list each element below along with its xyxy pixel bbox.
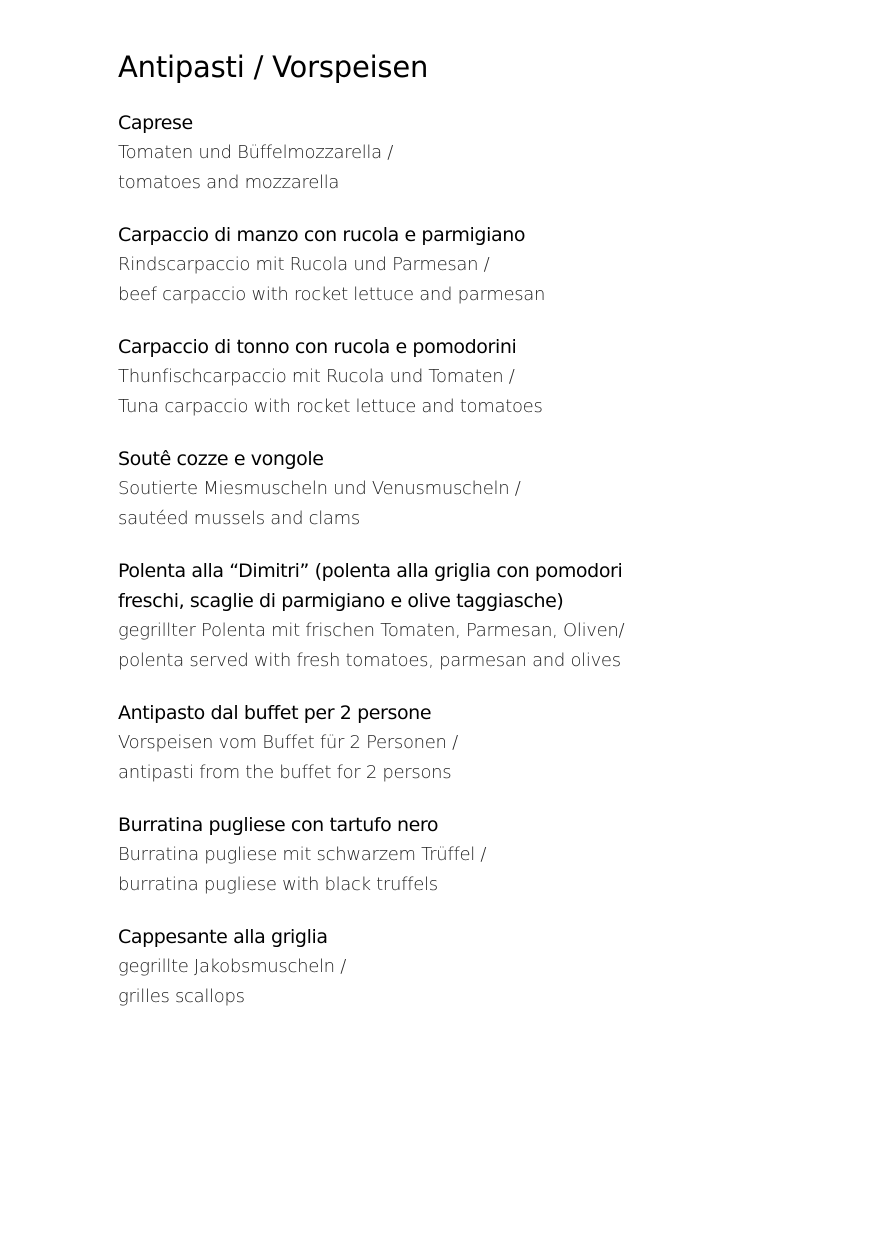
menu-item-desc-de: Burratina pugliese mit schwarzem Trüffel / <box>118 844 487 865</box>
menu-item-name: Burratina pugliese con tartufo nero <box>118 814 439 836</box>
menu-item-desc-en: grilles scallops <box>118 986 245 1007</box>
menu-item-desc-en: burratina pugliese with black truffels <box>118 874 438 895</box>
menu-item-caprese <box>118 108 838 198</box>
menu-item-carpaccio-tonno <box>118 332 838 422</box>
menu-item-carpaccio-manzo <box>118 220 838 310</box>
menu-item-desc-de: Rindscarpaccio mit Rucola und Parmesan / <box>118 254 490 275</box>
menu-item-name: Soutê cozze e vongole <box>118 448 324 470</box>
menu-item-name: Polenta alla “Dimitri” (polenta alla griglia con pomodori <box>118 560 623 582</box>
menu-item-desc-de: Thunfischcarpaccio mit Rucola und Tomaten / <box>118 366 515 387</box>
menu-item-name: Carpaccio di manzo con rucola e parmigiano <box>118 224 526 246</box>
menu-item-name: Carpaccio di tonno con rucola e pomodorini <box>118 336 517 358</box>
menu-item-name: Caprese <box>118 112 193 134</box>
menu-item-burratina <box>118 810 838 900</box>
menu-item-desc-en: beef carpaccio with rocket lettuce and parmesan <box>118 284 546 305</box>
section-title: Antipasti / Vorspeisen <box>118 50 429 84</box>
menu-item-name-line2: freschi, scaglie di parmigiano e olive taggiasche) <box>118 590 564 612</box>
menu-item-name: Antipasto dal buffet per 2 persone <box>118 702 432 724</box>
menu-item-name: Cappesante alla griglia <box>118 926 328 948</box>
menu-item-desc-en: tomatoes and mozzarella <box>118 172 340 193</box>
menu-item-desc-en: polenta served with fresh tomatoes, parmesan and olives <box>118 650 621 671</box>
menu-page <box>118 48 838 1034</box>
menu-item-soute <box>118 444 838 534</box>
menu-item-desc-de: gegrillter Polenta mit frischen Tomaten, Parmesan, Oliven/ <box>118 620 625 641</box>
menu-item-desc-en: Tuna carpaccio with rocket lettuce and tomatoes <box>118 396 543 417</box>
menu-item-polenta <box>118 556 838 676</box>
menu-item-desc-de: Soutierte Miesmuscheln und Venusmuscheln / <box>118 478 521 499</box>
menu-item-desc-de: gegrillte Jakobsmuscheln / <box>118 956 346 977</box>
menu-item-desc-de: Tomaten und Büffelmozzarella / <box>118 142 394 163</box>
menu-item-buffet <box>118 698 838 788</box>
menu-item-desc-de: Vorspeisen vom Buffet für 2 Personen / <box>118 732 458 753</box>
menu-item-desc-en: antipasti from the buffet for 2 persons <box>118 762 452 783</box>
menu-item-desc-en: sautéed mussels and clams <box>118 508 360 529</box>
menu-item-cappesante <box>118 922 838 1012</box>
